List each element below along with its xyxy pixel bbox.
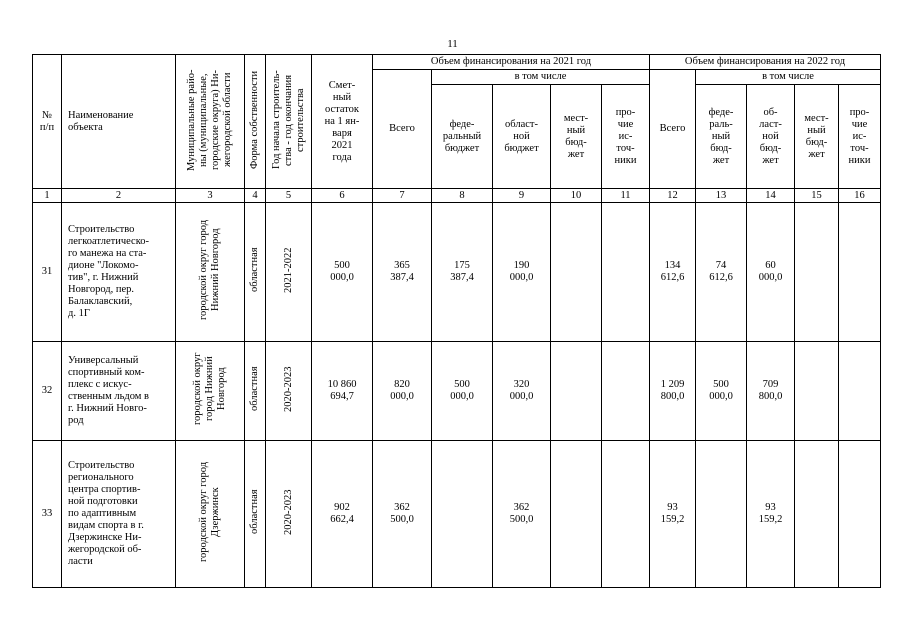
other-2022-cell [839, 342, 881, 441]
federal-2021-cell: 500 000,0 [432, 342, 493, 441]
header-ownership: Форма собственности [245, 55, 266, 189]
header-total-2022: Всего [650, 70, 696, 189]
col-number: 11 [602, 189, 650, 203]
other-2021-cell [602, 441, 650, 588]
regional-2021-cell: 320 000,0 [493, 342, 551, 441]
regional-2021-cell: 190 000,0 [493, 203, 551, 342]
total-2021-cell: 362 500,0 [373, 441, 432, 588]
financing-table [32, 54, 881, 588]
ownership-cell: областная [245, 441, 266, 588]
other-2021-cell [602, 203, 650, 342]
header-fin-2022: Объем финансирования на 2022 год [650, 55, 881, 70]
local-2021-cell [551, 441, 602, 588]
row-no: 33 [33, 441, 62, 588]
col-number: 8 [432, 189, 493, 203]
total-2022-cell: 93 159,2 [650, 441, 696, 588]
header-other-2022: про- чие ис- точ- ники [839, 85, 881, 189]
header-incl-2021: в том числе [432, 70, 650, 85]
object-name: Универсальный спортивный ком- плекс с искус- ственным льдом в г. Нижний Новго- род [62, 342, 176, 441]
other-2022-cell [839, 203, 881, 342]
municipality-cell: городской округ город Нижний Новгород [176, 342, 245, 441]
col-number: 13 [696, 189, 747, 203]
col-number: 4 [245, 189, 266, 203]
ownership-cell: областная [245, 203, 266, 342]
regional-2022-cell: 60 000,0 [747, 203, 795, 342]
row-no: 32 [33, 342, 62, 441]
local-2022-cell [795, 441, 839, 588]
table-row [33, 441, 881, 588]
header-regional-2022: об- ласт- ной бюд- жет [747, 85, 795, 189]
col-number: 5 [266, 189, 312, 203]
header-federal-2022: феде- раль- ный бюд- жет [696, 85, 747, 189]
column-number-row [33, 189, 881, 203]
total-2022-cell: 134 612,6 [650, 203, 696, 342]
federal-2022-cell: 74 612,6 [696, 203, 747, 342]
federal-2021-cell: 175 387,4 [432, 203, 493, 342]
balance-cell: 500 000,0 [312, 203, 373, 342]
col-number: 15 [795, 189, 839, 203]
col-number: 7 [373, 189, 432, 203]
header-years: Год начала строитель- ства - год окончания строительства [266, 55, 312, 189]
col-number: 1 [33, 189, 62, 203]
row-no: 31 [33, 203, 62, 342]
header-municipality: Муниципальные райо- ны (муниципальные, городские округа) Ни- жегородской области [176, 55, 245, 189]
table-row [33, 203, 881, 342]
object-name: Строительство регионального центра спортив- ной подготовки по адаптивным видам спорта в г. Дзержинске Ни- жегородской об- ласти [62, 441, 176, 588]
federal-2022-cell [696, 441, 747, 588]
header-incl-2022: в том числе [696, 70, 881, 85]
local-2021-cell [551, 342, 602, 441]
local-2022-cell [795, 203, 839, 342]
col-number: 10 [551, 189, 602, 203]
table-row [33, 342, 881, 441]
years-cell: 2020-2023 [266, 342, 312, 441]
ownership-cell: областная [245, 342, 266, 441]
other-2021-cell [602, 342, 650, 441]
years-cell: 2021-2022 [266, 203, 312, 342]
col-number: 14 [747, 189, 795, 203]
col-number: 12 [650, 189, 696, 203]
header-fin-2021: Объем финансирования на 2021 год [373, 55, 650, 70]
col-number: 16 [839, 189, 881, 203]
col-number: 2 [62, 189, 176, 203]
header-other-2021: про- чие ис- точ- ники [602, 85, 650, 189]
municipality-cell: городской округ город Нижний Новгород [176, 203, 245, 342]
col-number: 6 [312, 189, 373, 203]
balance-cell: 10 860 694,7 [312, 342, 373, 441]
federal-2022-cell: 500 000,0 [696, 342, 747, 441]
header-federal-2021: феде- ральный бюджет [432, 85, 493, 189]
header-local-2021: мест- ный бюд- жет [551, 85, 602, 189]
total-2021-cell: 365 387,4 [373, 203, 432, 342]
col-number: 9 [493, 189, 551, 203]
object-name: Строительство легкоатлетическо- го манежа на ста- дионе "Локомо- тив", г. Нижний Новгород, пер. Балаклавский, д. 1Г [62, 203, 176, 342]
page-number: 11 [447, 38, 458, 50]
total-2022-cell: 1 209 800,0 [650, 342, 696, 441]
header-regional-2021: област- ной бюджет [493, 85, 551, 189]
other-2022-cell [839, 441, 881, 588]
header-no: № п/п [33, 55, 62, 189]
balance-cell: 902 662,4 [312, 441, 373, 588]
local-2022-cell [795, 342, 839, 441]
header-balance: Смет- ный остаток на 1 ян- варя 2021 года [312, 55, 373, 189]
header-total-2021: Всего [373, 70, 432, 189]
local-2021-cell [551, 203, 602, 342]
header-name: Наименование объекта [62, 55, 176, 189]
col-number: 3 [176, 189, 245, 203]
regional-2022-cell: 709 800,0 [747, 342, 795, 441]
total-2021-cell: 820 000,0 [373, 342, 432, 441]
regional-2021-cell: 362 500,0 [493, 441, 551, 588]
years-cell: 2020-2023 [266, 441, 312, 588]
regional-2022-cell: 93 159,2 [747, 441, 795, 588]
federal-2021-cell [432, 441, 493, 588]
municipality-cell: городской округ город Дзержинск [176, 441, 245, 588]
header-local-2022: мест- ный бюд- жет [795, 85, 839, 189]
